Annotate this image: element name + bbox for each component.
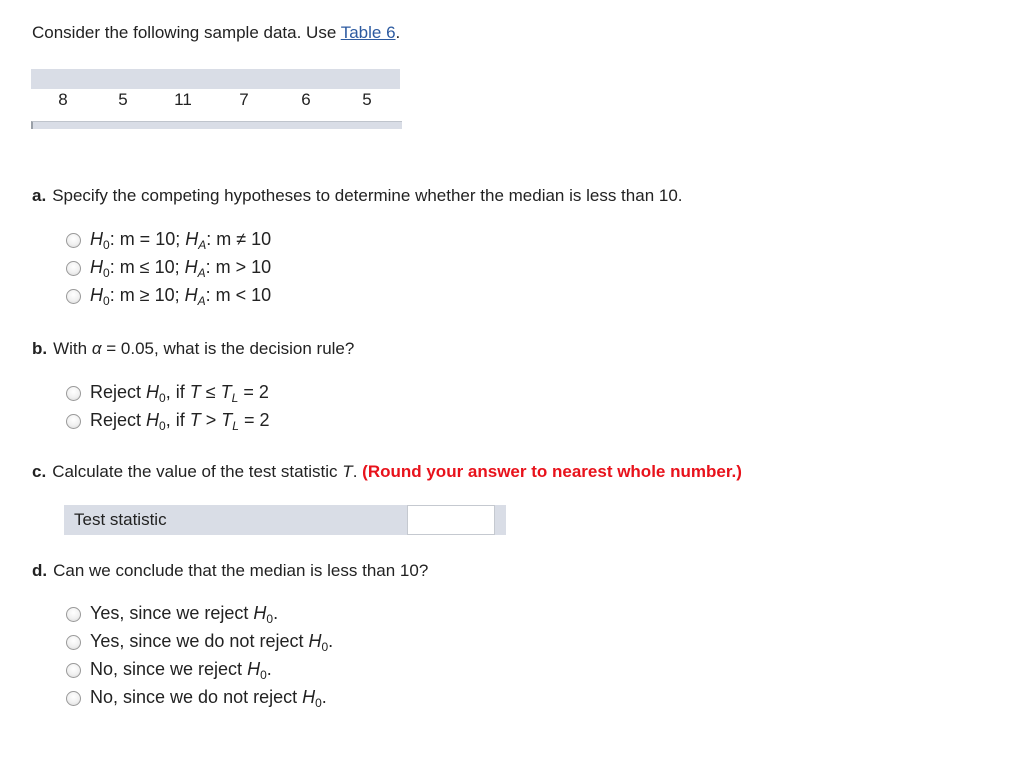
radio-button[interactable] xyxy=(66,414,81,429)
question-a: a. Specify the competing hypotheses to determine whether the median is less than 10. xyxy=(32,186,683,205)
data-value: 7 xyxy=(239,90,249,109)
question-b: b. With α = 0.05, what is the decision rule? xyxy=(32,339,355,358)
radio-button[interactable] xyxy=(66,635,81,650)
data-value: 5 xyxy=(118,90,128,109)
test-statistic-row xyxy=(64,505,506,535)
option-d-1[interactable]: Yes, since we reject $H_0$. xyxy=(66,601,278,627)
question-c: c. Calculate the value of the test statistic T. (Round your answer to nearest whole number.) xyxy=(32,462,742,481)
option-b-1[interactable]: Reject $H_0$, if $T \le T_L = 2$ xyxy=(66,380,269,406)
question-d: d. Can we conclude that the median is less than 10? xyxy=(32,561,429,580)
intro-text: Consider the following sample data. Use Table 6. xyxy=(32,23,401,42)
radio-button[interactable] xyxy=(66,261,81,276)
radio-button[interactable] xyxy=(66,386,81,401)
data-table-row xyxy=(31,90,400,116)
radio-button[interactable] xyxy=(66,607,81,622)
option-d-3[interactable]: No, since we reject $H_0$. xyxy=(66,657,272,683)
option-d-4[interactable]: No, since we do not reject $H_0$. xyxy=(66,685,327,711)
data-value: 8 xyxy=(58,90,68,109)
option-a-1[interactable]: $H_0$: m = 10; $H_A$: m ≠ 10 xyxy=(66,227,271,253)
option-d-2[interactable]: Yes, since we do not reject $H_0$. xyxy=(66,629,333,655)
option-a-3[interactable]: $H_0$: m ≥ 10; $H_A$: m < 10 xyxy=(66,283,271,309)
data-table-header xyxy=(31,69,400,89)
option-b-2[interactable]: Reject $H_0$, if $T > T_L = 2$ xyxy=(66,408,269,434)
radio-button[interactable] xyxy=(66,233,81,248)
radio-button[interactable] xyxy=(66,691,81,706)
test-statistic-label: Test statistic xyxy=(74,510,167,529)
data-value: 5 xyxy=(362,90,372,109)
data-value: 11 xyxy=(174,90,192,109)
table-6-link[interactable]: Table 6 xyxy=(340,23,396,42)
data-value: 6 xyxy=(301,90,311,109)
radio-button[interactable] xyxy=(66,289,81,304)
rounding-instruction: (Round your answer to nearest whole number.) xyxy=(362,462,742,481)
option-a-2[interactable]: $H_0$: m ≤ 10; $H_A$: m > 10 xyxy=(66,255,271,281)
radio-button[interactable] xyxy=(66,663,81,678)
data-table-footer xyxy=(31,121,402,129)
test-statistic-input[interactable] xyxy=(407,505,495,535)
